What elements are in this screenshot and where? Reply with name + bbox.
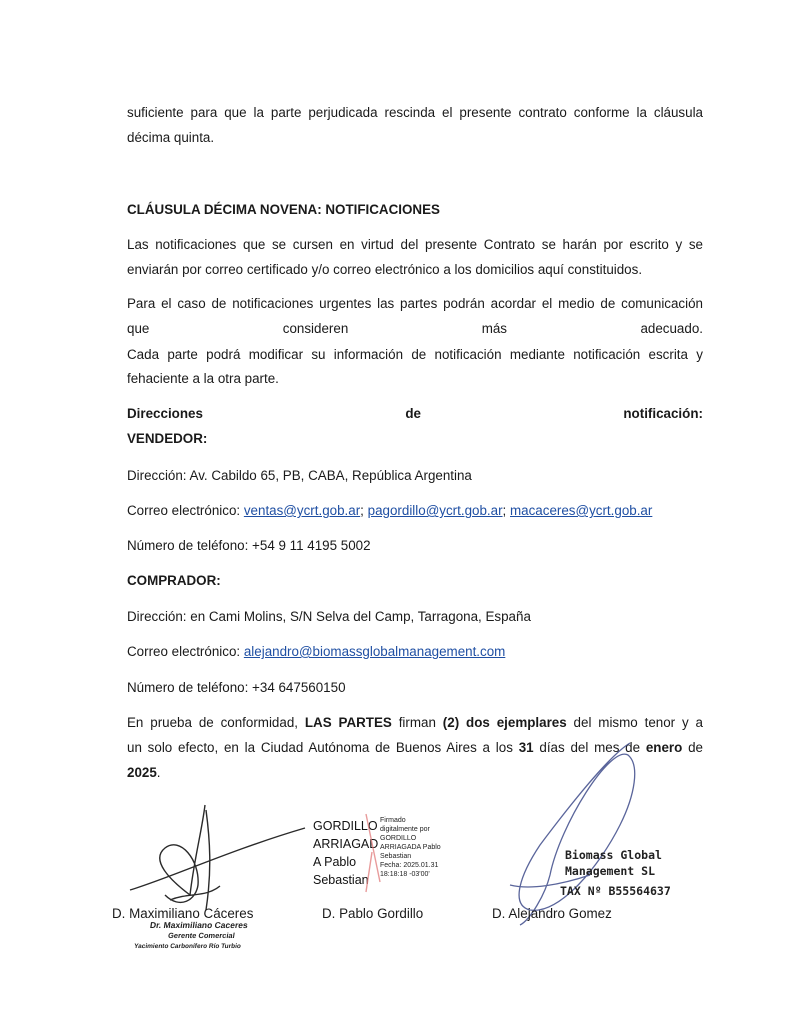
buyer-address: Dirección: en Cami Molins, S/N Selva del Camp, Tarragona, España (127, 609, 531, 624)
clause-p2-line-1: Para el caso de notificaciones urgentes las partes podrán acordar el medio de comunicación (127, 296, 703, 311)
digital-signature-detail-3: GORDILLO (380, 835, 417, 842)
intro-line-2: décima quinta. (127, 130, 215, 145)
text-run: . (156, 765, 161, 780)
digital-signature-detail-2: digitalmente por (380, 826, 430, 833)
buyer-email-link[interactable]: alejandro@biomassglobalmanagement.com (243, 644, 506, 659)
buyer-email-label: Correo electrónico: (127, 644, 244, 659)
text-run-bold: 31 (518, 740, 534, 755)
word: que (127, 321, 150, 336)
signature-3-stamp-line-1: Biomass Global (565, 848, 662, 862)
word: más (481, 321, 508, 336)
text-run: un solo efecto, en la Ciudad Autónoma de Buenos Aires a los (127, 740, 519, 755)
digital-signature-line-1: GORDILLO (313, 819, 378, 833)
text-run-bold: (2) dos ejemplares (442, 715, 567, 730)
signature-1-stamp-line-3: Yacimiento Carbonífero Río Turbio (133, 943, 242, 950)
digital-signature-line-3: A Pablo (313, 855, 357, 869)
intro-line-1: suficiente para que la parte perjudicada rescinda el presente contrato conforme la cláusula (127, 105, 703, 120)
email-separator: ; (502, 503, 510, 518)
word: notificación: (623, 406, 703, 421)
signature-1-stamp-line-1: Dr. Maximiliano Caceres (149, 920, 249, 930)
seller-email-label: Correo electrónico: (127, 503, 244, 518)
signature-1-name: D. Maximiliano Cáceres (112, 906, 254, 921)
text-run: de (682, 740, 703, 755)
seller-phone: Número de teléfono: +54 9 11 4195 5002 (127, 538, 371, 553)
digital-signature-line-2: ARRIAGAD (313, 837, 379, 851)
digital-signature-detail-6: Fecha: 2025.01.31 (380, 862, 439, 869)
clause-p1-line-1: Las notificaciones que se cursen en virtud del presente Contrato se harán por escrito y se (127, 237, 703, 252)
digital-signature-detail-5: Sebastian (380, 853, 412, 860)
text-run-bold: enero (645, 740, 683, 755)
closing-line-3 (127, 764, 161, 782)
word: Direcciones (127, 406, 203, 421)
word: adecuado. (640, 321, 703, 336)
seller-email-1-link[interactable]: ventas@ycrt.gob.ar (243, 503, 361, 518)
signature-2-name: D. Pablo Gordillo (322, 906, 424, 921)
signature-1-stamp-line-2: Gerente Comercial (167, 931, 236, 940)
text-run-bold: 2025 (127, 765, 157, 780)
seller-title: VENDEDOR: (127, 431, 208, 446)
text-run: En prueba de conformidad, (127, 715, 305, 730)
text-run-bold: LAS PARTES (304, 715, 392, 730)
clause-p3-line-2: fehaciente a la otra parte. (127, 371, 279, 386)
clause-heading: CLÁUSULA DÉCIMA NOVENA: NOTIFICACIONES (127, 202, 440, 217)
digital-signature-line-4: Sebastian (313, 873, 369, 887)
text-run: del mismo tenor y a (566, 715, 703, 730)
word: consideren (282, 321, 349, 336)
seller-email-line (127, 502, 652, 520)
clause-p1-line-2: enviarán por correo certificado y/o correo electrónico a los domicilios aquí constituidos. (127, 262, 643, 277)
word: de (405, 406, 421, 421)
text-run: días del mes de (533, 740, 646, 755)
buyer-email-line (127, 643, 505, 661)
buyer-title: COMPRADOR: (127, 573, 221, 588)
signature-3-name: D. Alejandro Gomez (492, 906, 612, 921)
signature-3-stamp-line-2: Management SL (565, 864, 656, 878)
clause-p2-line-2 (127, 320, 703, 338)
seller-email-3-link[interactable]: macaceres@ycrt.gob.ar (510, 503, 653, 518)
clause-p3-line-1: Cada parte podrá modificar su información de notificación mediante notificación escrita y (127, 347, 703, 362)
digital-signature-detail-1: Firmado (380, 817, 406, 824)
seller-email-2-link[interactable]: pagordillo@ycrt.gob.ar (367, 503, 503, 518)
addresses-label (127, 405, 703, 423)
closing-line-1 (127, 714, 703, 732)
digital-signature-detail-7: 18:18:18 -03'00' (380, 871, 430, 878)
email-separator: ; (360, 503, 368, 518)
buyer-phone: Número de teléfono: +34 647560150 (127, 680, 346, 695)
signature-3-stamp-line-3: TAX Nº B55564637 (560, 884, 671, 898)
text-run: firman (391, 715, 443, 730)
seller-address: Dirección: Av. Cabildo 65, PB, CABA, República Argentina (127, 468, 472, 483)
digital-signature-detail-4: ARRIAGADA Pablo (380, 844, 441, 851)
